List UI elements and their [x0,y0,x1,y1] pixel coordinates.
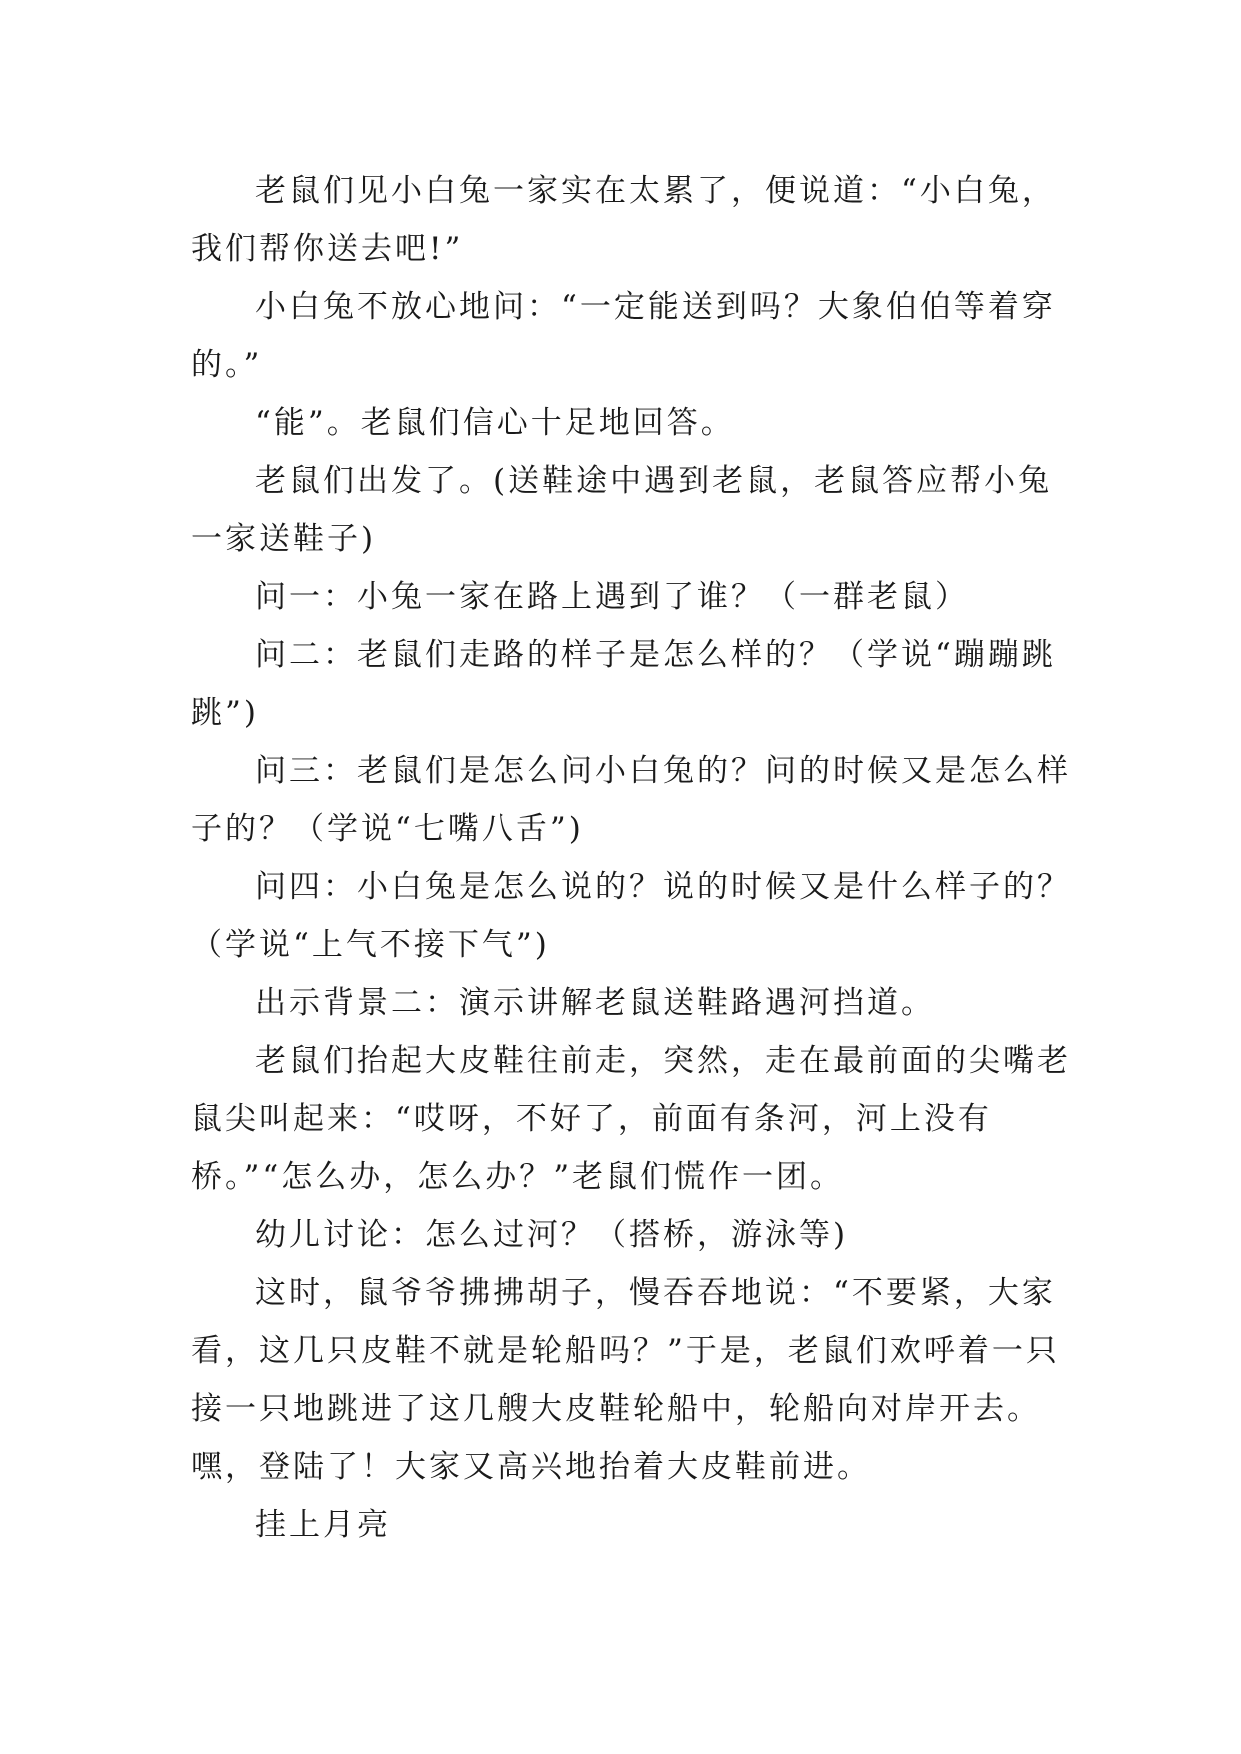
paragraph-6: 问二：老鼠们走路的样子是怎么样的？（学说“蹦蹦跳跳”) [191,637,1056,731]
paragraph-13: 挂上月亮 [255,1507,391,1543]
paragraph-7: 问三：老鼠们是怎么问小白兔的？问的时候又是怎么样子的？（学说“七嘴八舌”) [191,753,1071,847]
paragraph-10: 老鼠们抬起大皮鞋往前走，突然，走在最前面的尖嘴老鼠尖叫起来：“哎呀，不好了，前面有条河，河上没有桥。”“怎么办，怎么办？”老鼠们慌作一团。 [191,1043,1071,1195]
paragraph-9: 出示背景二：演示讲解老鼠送鞋路遇河挡道。 [255,985,935,1021]
paragraph-2: 小白兔不放心地问：“一定能送到吗？大象伯伯等着穿的。” [191,289,1056,383]
paragraph-8: 问四：小白兔是怎么说的？说的时候又是什么样子的？（学说“上气不接下气”) [191,869,1071,963]
paragraph-11: 幼儿讨论：怎么过河？（搭桥，游泳等) [255,1217,849,1253]
document-body [191,162,1071,1554]
paragraph-12: 这时，鼠爷爷拂拂胡子，慢吞吞地说：“不要紧，大家看，这几只皮鞋不就是轮船吗？”于是，老鼠们欢呼着一只接一只地跳进了这几艘大皮鞋轮船中，轮船向对岸开去。嘿，登陆了！大家又高兴地抬着大皮鞋前进。 [191,1275,1060,1485]
paragraph-4: 老鼠们出发了。(送鞋途中遇到老鼠，老鼠答应帮小兔一家送鞋子) [191,463,1053,557]
paragraph-1: 老鼠们见小白兔一家实在太累了，便说道：“小白兔，我们帮你送去吧!” [191,173,1056,267]
paragraph-3: “能”。老鼠们信心十足地回答。 [255,405,735,441]
paragraph-5: 问一：小兔一家在路上遇到了谁？（一群老鼠） [255,579,969,615]
